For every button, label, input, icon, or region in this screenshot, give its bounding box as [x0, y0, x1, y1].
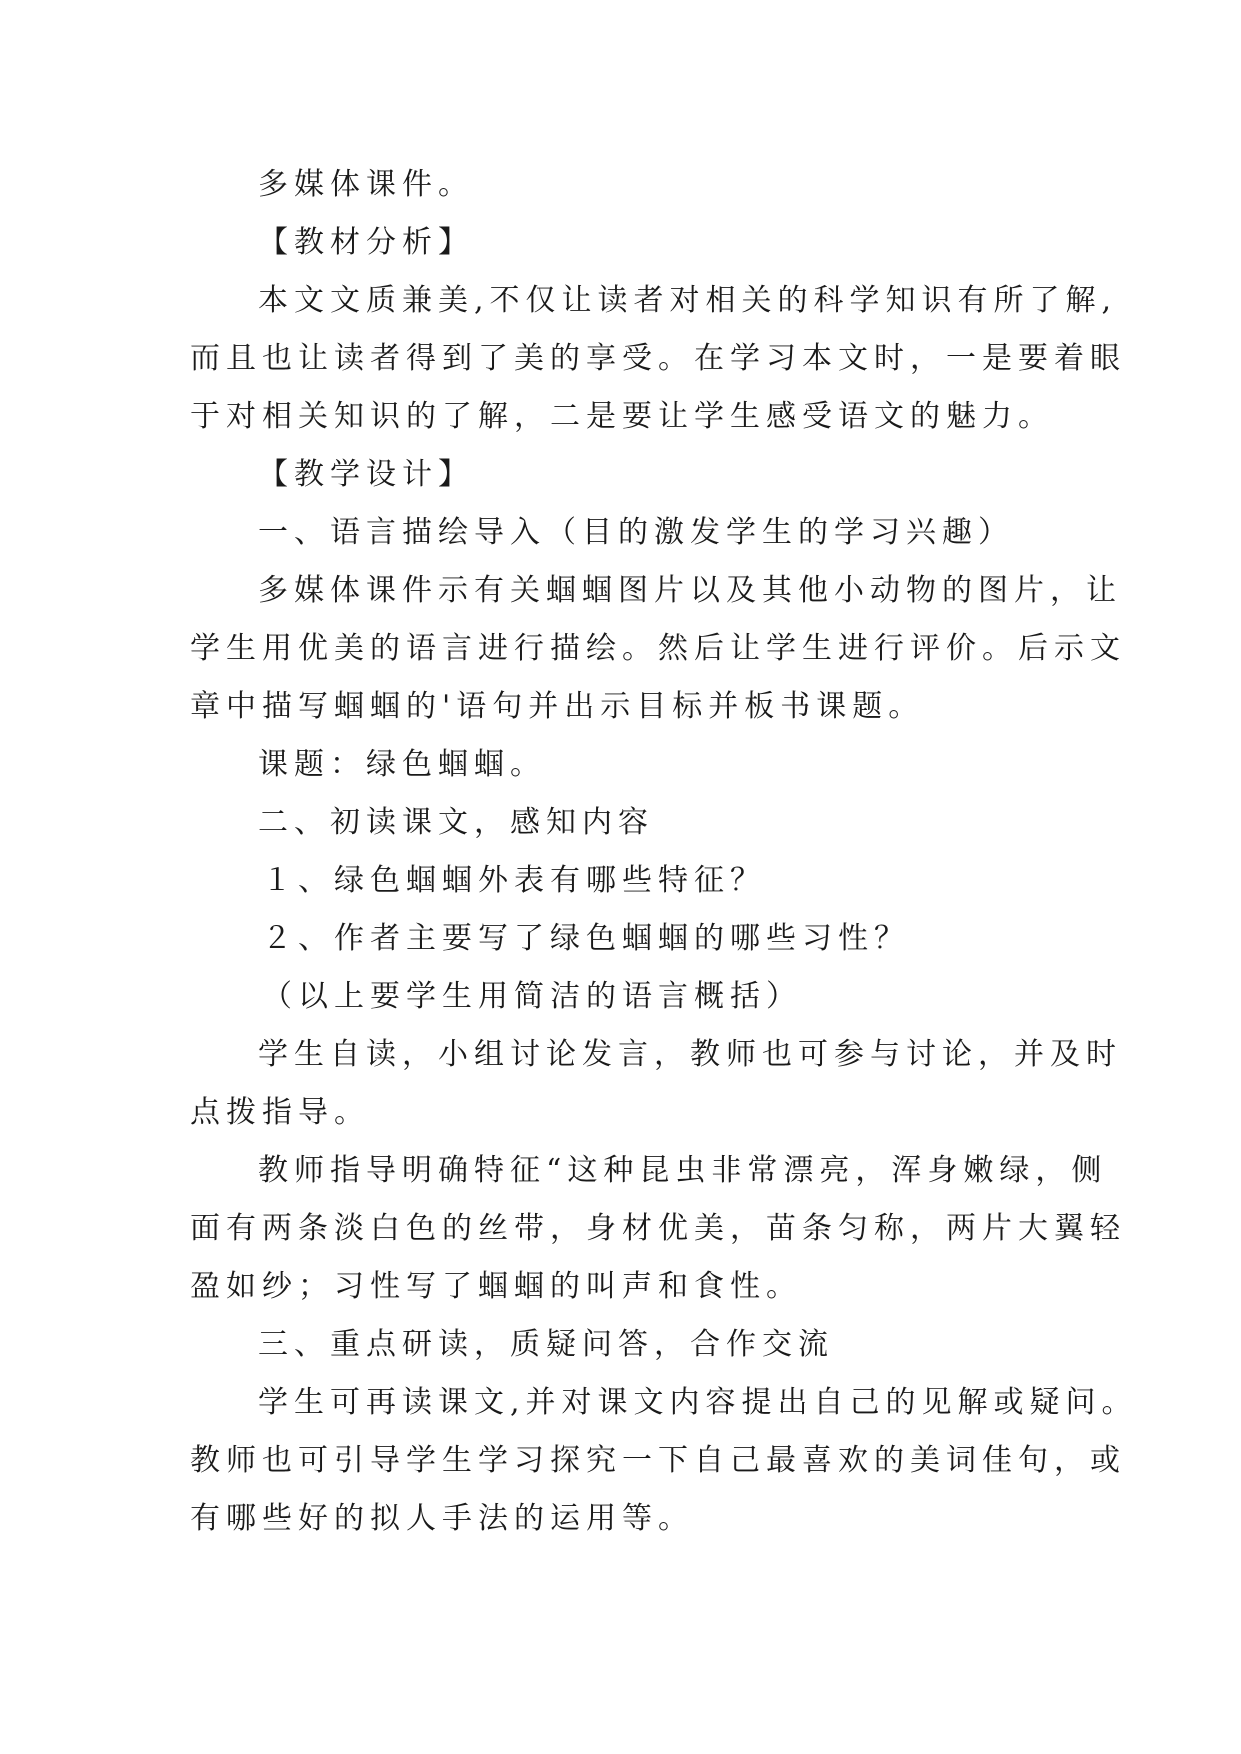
text-line: 一、语言描绘导入（目的激发学生的学习兴趣） [258, 515, 1014, 550]
text-line: 多媒体课件示有关蝈蝈图片以及其他小动物的图片，让 [258, 573, 1122, 608]
text-line: 盈如纱；习性写了蝈蝈的叫声和食性。 [190, 1269, 802, 1304]
text-line: 面有两条淡白色的丝带，身材优美，苗条匀称，两片大翼轻 [190, 1211, 1126, 1246]
text-line: （以上要学生用简洁的语言概括） [262, 979, 802, 1014]
text-line: 本文文质兼美,不仅让读者对相关的科学知识有所了解, [258, 283, 1118, 318]
text-line: 学生用优美的语言进行描绘。然后让学生进行评价。后示文 [190, 631, 1126, 666]
text-line: 教师也可引导学生学习探究一下自己最喜欢的美词佳句，或 [190, 1443, 1126, 1478]
text-line: 学生可再读课文,并对课文内容提出自己的见解或疑问。 [258, 1385, 1138, 1420]
section-heading: 【教材分析】 [258, 225, 474, 260]
text-line: 二、初读课文，感知内容 [258, 805, 654, 840]
text-line: 章中描写蝈蝈的'语句并出示目标并板书课题。 [190, 689, 925, 724]
text-line: 课题：绿色蝈蝈。 [258, 747, 546, 782]
section-heading: 【教学设计】 [258, 457, 474, 492]
list-item: ２、作者主要写了绿色蝈蝈的哪些习性？ [262, 921, 910, 956]
text-line: 点拨指导。 [190, 1095, 370, 1130]
text-line: 而且也让读者得到了美的享受。在学习本文时，一是要着眼 [190, 341, 1126, 376]
text-line: 多媒体课件。 [258, 167, 474, 202]
list-item: １、绿色蝈蝈外表有哪些特征？ [262, 863, 766, 898]
text-line: 有哪些好的拟人手法的运用等。 [190, 1501, 694, 1536]
text-line: 学生自读，小组讨论发言，教师也可参与讨论，并及时 [258, 1037, 1122, 1072]
text-line: 三、重点研读，质疑问答，合作交流 [258, 1327, 834, 1362]
text-line: 于对相关知识的了解，二是要让学生感受语文的魅力。 [190, 399, 1054, 434]
text-line: 教师指导明确特征“这种昆虫非常漂亮，浑身嫩绿，侧 [258, 1153, 1108, 1188]
